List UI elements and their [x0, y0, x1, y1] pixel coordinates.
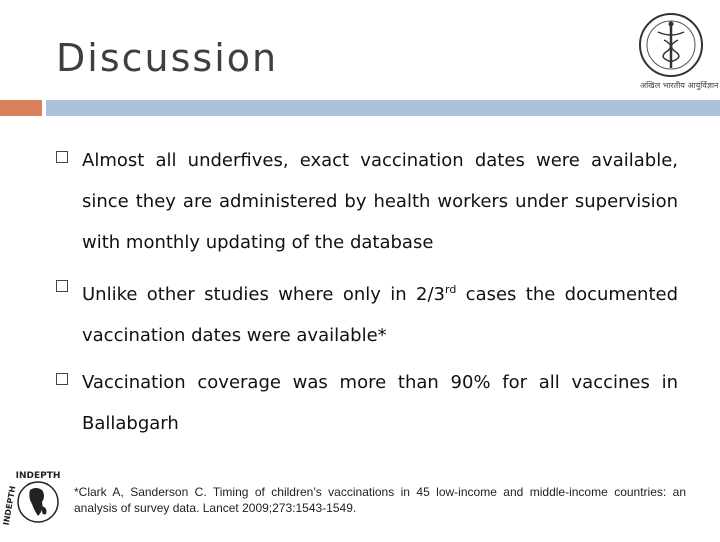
bullet-text-part: Unlike other studies where only in 2/3 [82, 284, 445, 305]
slide-title: Discussion [56, 36, 279, 80]
accent-bar-blue [46, 100, 720, 116]
bullet-box-icon [56, 151, 68, 163]
bullet-item [54, 140, 678, 263]
logo-text-top: INDEPTH [15, 471, 61, 481]
bullet-box-icon [56, 280, 68, 292]
bullet-text [82, 269, 678, 356]
bullet-item [54, 362, 678, 444]
bullet-list [54, 140, 678, 450]
bullet-item [54, 269, 678, 356]
bullet-text-part: cases the documented vaccination dates were available* [82, 284, 678, 346]
footnote-citation: *Clark A, Sanderson C. Timing of children’s vaccinations in 45 low-income and middle-income countries: an analysis of survey data. Lancet 2009;273:1543-1549. [74, 485, 686, 515]
accent-bar-orange [0, 100, 42, 116]
logo-text-side: INDEPTH [2, 485, 18, 526]
bullet-superscript: rd [445, 283, 457, 296]
bullet-box-icon [56, 373, 68, 385]
bullet-text: Almost all underfives, exact vaccination dates were available, since they are administered by health workers under supervision with monthly updating of the database [82, 150, 678, 253]
indepth-network-logo-icon [2, 466, 74, 538]
bullet-text: Vaccination coverage was more than 90% for all vaccines in Ballabgarh [82, 372, 678, 434]
logo-caption: अखिल भारतीय आयुर्विज्ञान [640, 81, 719, 90]
